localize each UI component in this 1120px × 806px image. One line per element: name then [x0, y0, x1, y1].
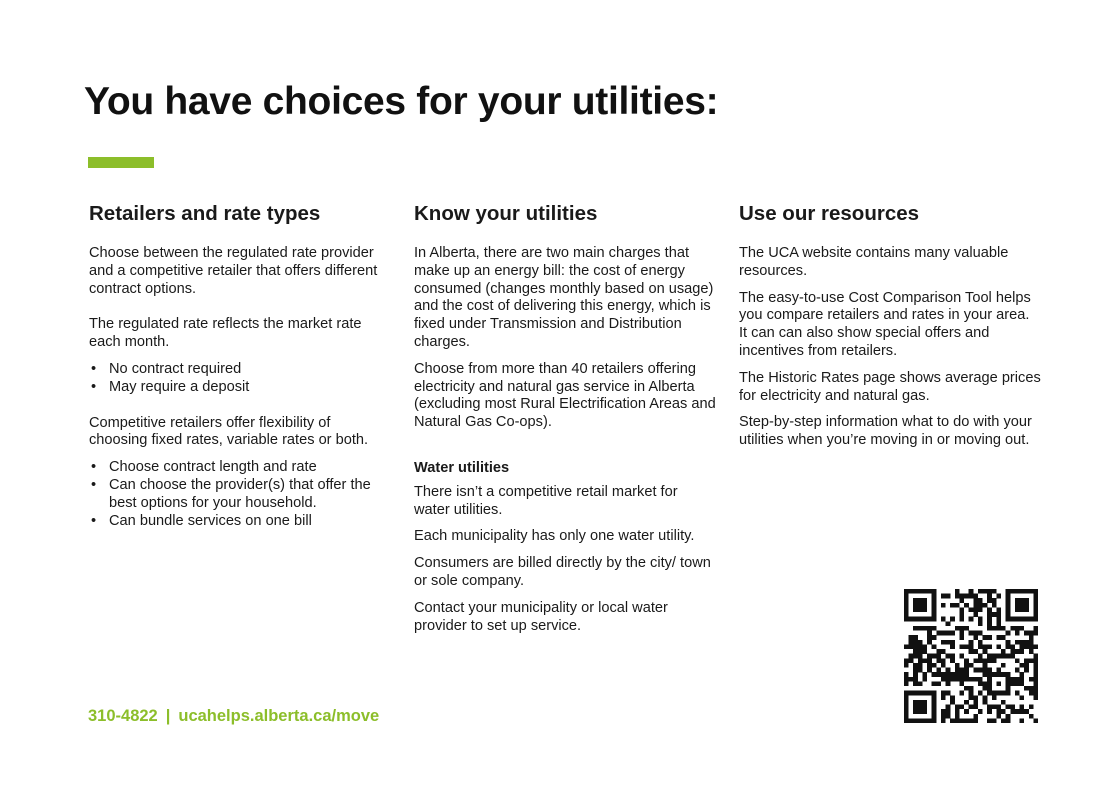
- paragraph-resource: The UCA website contains many valuable resources.: [739, 245, 1009, 279]
- paragraph-resource: The Historic Rates page shows average prices for electricity and natural gas.: [739, 369, 1041, 404]
- column-know-utilities: [414, 202, 716, 644]
- paragraph-intro: Choose between the regulated rate provider and a competitive retailer that offers different contract options.: [89, 245, 378, 297]
- bullet-list-competitive: [89, 459, 391, 530]
- column-heading: Retailers and rate types: [89, 202, 321, 225]
- list-item: • Can bundle services on one bill: [91, 512, 312, 529]
- column-retailers: [89, 202, 391, 548]
- list-item: • Choose contract length and rate: [91, 459, 317, 476]
- website-link[interactable]: ucahelps.alberta.ca/move: [178, 707, 380, 725]
- footer-separator: |: [165, 707, 171, 725]
- paragraph-regulated: The regulated rate reflects the market rate each month.: [89, 316, 362, 351]
- qr-code-icon[interactable]: [904, 589, 1038, 723]
- bullet-icon: •: [91, 512, 97, 529]
- bullet-list-regulated: [89, 361, 391, 397]
- paragraph-water: Consumers are billed directly by the city/ town or sole company.: [414, 555, 711, 589]
- column-resources: [739, 202, 1041, 459]
- bullet-icon: •: [91, 476, 97, 493]
- paragraph-resource: The easy-to-use Cost Comparison Tool helps you compare retailers and rates in your area. It can can also show special offers and incentives from retailers.: [739, 289, 1031, 359]
- paragraph-resource: Step-by-step information what to do with your utilities when you’re moving in or moving out.: [739, 414, 1032, 449]
- accent-bar: [88, 157, 154, 168]
- paragraph-charges: In Alberta, there are two main charges that make up an energy bill: the cost of energy consumed (changes monthly based on usage) and the cost of delivering this energy, which is fixed under Transmission and Distribution charges.: [414, 245, 714, 350]
- page-title: You have choices for your utilities:: [84, 80, 719, 123]
- column-heading: Know your utilities: [414, 202, 598, 225]
- paragraph-water: There isn’t a competitive retail market for water utilities.: [414, 483, 678, 518]
- paragraph-retailers: Choose from more than 40 retailers offering electricity and natural gas service in Alberta (excluding most Rural Electrification Areas and Natural Gas Co-ops).: [414, 360, 716, 431]
- bullet-icon: •: [91, 360, 97, 377]
- paragraph-water: Each municipality has only one water utility.: [414, 528, 695, 545]
- water-utilities-heading: Water utilities: [414, 459, 510, 476]
- list-item: • May require a deposit: [91, 378, 250, 395]
- column-heading: Use our resources: [739, 202, 920, 225]
- bullet-icon: •: [91, 378, 97, 395]
- paragraph-competitive: Competitive retailers offer flexibility of choosing fixed rates, variable rates or both.: [89, 414, 369, 449]
- footer-contact: [88, 707, 379, 726]
- phone-number: 310-4822: [88, 707, 158, 725]
- bullet-icon: •: [91, 459, 97, 476]
- paragraph-water: Contact your municipality or local water provider to set up service.: [414, 599, 668, 634]
- list-item: • No contract required: [91, 360, 242, 377]
- list-item: • Can choose the provider(s) that offer the best options for your household.: [91, 476, 371, 511]
